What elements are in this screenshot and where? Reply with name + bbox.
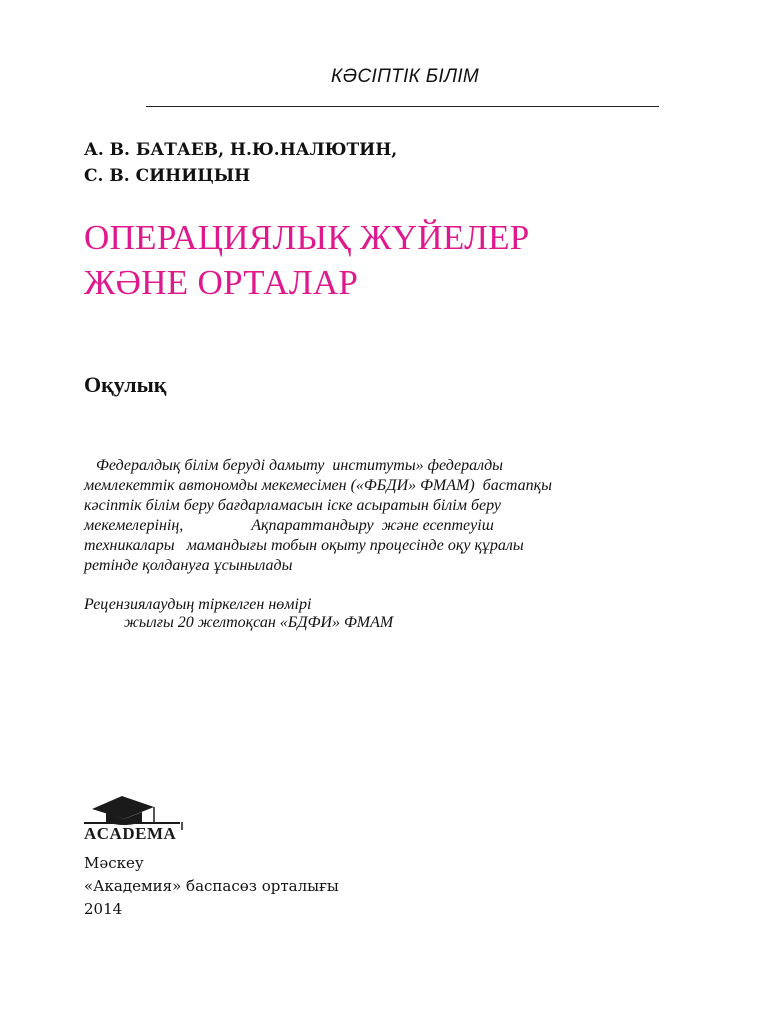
authors-line-2: С. В. СИНИЦЫН [84, 166, 251, 186]
imprint-publisher: «Академия» баспасөз орталығы [84, 877, 339, 895]
book-title [84, 215, 530, 305]
imprint-year: 2014 [84, 900, 123, 918]
logo-wordmark: ACADEMA [84, 824, 177, 842]
approval-text [84, 456, 604, 576]
series-label: КӘСІПТІК БІЛІМ [330, 66, 480, 87]
review-line: жылғы 20 желтоқсан «БДФИ» ФМАМ [84, 614, 394, 631]
book-subtitle: Оқулық [84, 372, 167, 397]
approval-line: кәсіптік білім беру бағдарламасын іске асыратын білім беру [84, 497, 501, 514]
authors [84, 137, 397, 189]
book-title-line-1: ОПЕРАЦИЯЛЫҚ ЖҮЙЕЛЕР [84, 218, 530, 257]
approval-line: ретінде қолдануға ұсынылады [84, 557, 293, 574]
authors-line-1: А. В. БАТАЕВ, Н.Ю.НАЛЮТИН, [84, 140, 398, 160]
approval-line: мекемелерінің, Ақпараттандыру және есептеуіш [84, 517, 494, 534]
approval-line: техникалары мамандығы тобын оқыту процесінде оқу құралы [84, 537, 524, 554]
book-title-line-2: ЖӘНЕ ОРТАЛАР [84, 263, 359, 302]
imprint [84, 852, 339, 921]
header-rule [146, 106, 659, 107]
approval-line: Федералдық білім беруді дамыту институты» федералды [84, 457, 504, 474]
imprint-city: Мәскеу [84, 854, 144, 872]
academia-logo-icon [82, 792, 192, 842]
approval-line: мемлекеттік автономды мекемесімен («ФБДИ» ФМАМ) бастапқы [84, 477, 552, 494]
review-line: Рецензиялаудың тіркелген нөмірі [84, 596, 312, 613]
review-registration [84, 596, 393, 632]
